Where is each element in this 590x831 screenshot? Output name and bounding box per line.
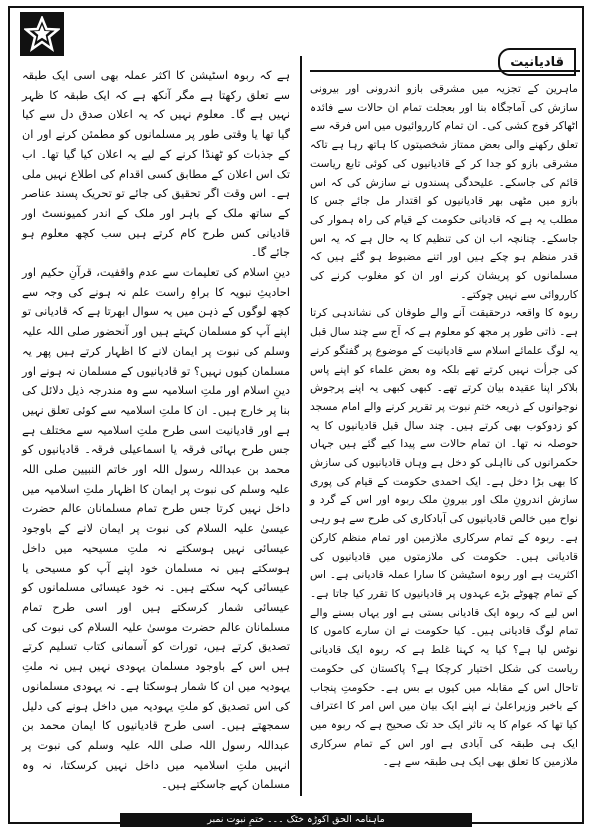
footer-banner — [120, 813, 472, 827]
star-icon — [24, 16, 60, 52]
section-tab-label: قادیانیت — [510, 54, 564, 70]
left-column — [22, 66, 290, 795]
section-rule — [310, 70, 580, 72]
column-divider — [300, 56, 302, 796]
paragraph: ہے کہ ربوہ اسٹیشن کا اکثر عملہ بھی اسی ایک طبقہ سے تعلق رکھتا ہے مگر آنکھ ہے کہ ایک طبقہ کا ظہر نہیں ہے گا۔ معلوم نہیں کہ یہ اعلان صدق دل سے کیا گیا تھا یا وقتی طور پر مسلمانوں کو مطمئن کرنے اور ان کے جذبات کو ٹھنڈا کرنے کے لیے یہ اعلان کیا گیا تھا۔ اب تک اس اعلان کے مطابق کسی اقدام کی اطلاع نہیں ملی ہے۔ اس وقت اگر تحقیق کی جائے تو تحریک پسند عناصر کے ساتھ ملک کے باہر اور ملک کے اندر کمیونسٹ اور قادیانی کس طرح کام کرتے ہیں سب کچھ معلوم ہو جائے گا۔ — [22, 69, 290, 260]
footer-text: ماہنامہ الحق اکوڑہ خٹک ۔۔۔ ختمِ نبوت نمبر — [207, 814, 385, 825]
paragraph: دینِ اسلام کی تعلیمات سے عدم واقفیت، قرآنِ حکیم اور احادیثِ نبویہ کا براہِ راست علم نہ ہونے کی وجہ سے کچھ لوگوں کے ذہن میں یہ سوال ابھرتا ہے کہ قادیانی تو اپنے آپ کو مسلمان کہتے ہیں اور آنحضور صلی اللہ علیہ وسلم کی نبوت پر ایمان لانے کا اظہار کرتے ہیں پھر یہ مسلمان کیوں نہیں؟ تو قادیانیوں کے مسلمان نہ ہونے اور دینِ اسلام اور ملتِ اسلامیہ سے وہ مندرجہ ذیل دلائل کی بنا پر خارج ہیں۔ ان کا ملتِ اسلامیہ سے کوئی تعلق نہیں ہے اور قادیانیت اسی طرح ملتِ اسلامیہ سے مختلف ہے جس طرح بہائی فرقہ یا اسماعیلی فرقہ۔ قادیانیوں کو محمد بن عبداللہ رسول اللہ اور خاتم النبیین صلی اللہ علیہ وسلم کی نبوت پر ایمان کا اظہار ملتِ اسلامیہ میں داخل نہیں کرتا جس طرح تمام مسلمانان عالم حضرت عیسیٰ علیہ السلام کی نبوت پر ایمان لانے کے باوجود عیسائی نہیں ہوسکتے نہ ملتِ مسیحیہ میں داخل ہوسکتے ہیں نہ مسلمان خود اپنے آپ کو مسیحی یا عیسائی کہہ سکتے ہیں۔ نہ خود عیسائی مسلمانوں کو عیسائی شمار کرسکتے ہیں اور اسی طرح تمام مسلمانان عالم حضرت موسیٰ علیہ السلام کی نبوت کی تصدیق کرتے ہیں، تورات کو آسمانی کتاب تسلیم کرتے ہیں اس کے باوجود مسلمان یہودی نہیں ہیں نہ ملتِ یہودیہ میں ان کا شمار ہوسکتا ہے۔ نہ یہودی مسلمانوں کی اس تصدیق کو ملتِ یہودیہ میں داخل ہونے کی دلیل سمجھتے ہیں۔ اسی طرح قادیانیوں کا ایمان محمد بن عبداللہ رسول اللہ صلی اللہ علیہ وسلم کی نبوت پر انہیں ملتِ اسلامیہ میں داخل نہیں کرسکتا، نہ وہ مسلمان کہے جاسکتے ہیں۔ — [22, 266, 290, 792]
star-logo-icon — [20, 12, 64, 56]
paragraph: ربوہ کا واقعہ درحقیقت آنے والے طوفان کی نشاندہی کرتا ہے۔ ذاتی طور پر مجھ کو معلوم ہے کہ آج سے چند سال قبل یہ لوگ علمائے اسلام سے قادیانیت کے موضوع پر گفتگو کرنے کی جرأت نہیں کرتے تھے بلکہ وہ بعض علماء کو اپنے پاس بلاکر اپنا عقیدہ بیان کرتے تھے۔ کبھی کبھی یہ اپنے پرجوش نوجوانوں کے ذریعہ ختمِ نبوت پر تقریر کرنے والے امام مسجد کو زدوکوب بھی کرتے ہیں۔ چند سال قبل قادیانیوں کا یہ حوصلہ نہ تھا۔ ان تمام حالات سے پیدا کیے گئے ہیں جہاں حکمرانوں کی نااہلی کو دخل ہے وہاں قادیانیوں کی سازش کا بھی بڑا دخل ہے۔ ایک احمدی حکومت کے قیام کی پوری سازش اندرونِ ملک اور بیرونِ ملک ربوہ اور اس کے گرد و نواح میں خالص قادیانیوں کی آبادکاری کی طرح سے ہو رہی ہے۔ ربوہ کے تمام سرکاری ملازمین اور تمام منظم کارکن قادیانی ہیں۔ حکومت کی ملازمتوں میں قادیانیوں کی اکثریت ہے اور ربوہ اسٹیشن کا سارا عملہ قادیانی ہے۔ اس کے تمام چھوٹے بڑے عہدوں پر قادیانیوں کا تقرر کیا جاتا ہے۔ اس لیے کہ ربوہ ایک قادیانی بستی ہے اور یہاں بسنے والے تمام لوگ قادیانی ہیں۔ کیا حکومت نے ان سارے کاموں کا نوٹس لیا ہے؟ کیا یہ کہنا غلط ہے کہ ربوہ ایک قادیانی ریاست کی شکل اختیار کرچکا ہے؟ پاکستان کی حکومت تاحال اس کے مقابلہ میں کیوں بے بس ہے۔ حکومتِ پنجاب کے باخبر وزیراعلیٰ نے اپنے ایک بیان میں اس امر کا اعتراف کیا تھا کہ عوام کا یہ تاثر ایک حد تک صحیح ہے کہ ربوہ میں ایک ہی طبقہ کی آبادی ہے اور اس کے تمام سرکاری ملازمین کا تعلق بھی ایک ہی طبقہ سے ہے۔ — [310, 306, 578, 769]
paragraph: ماہرین کے تجزیہ میں مشرقی بازو اندرونی اور بیرونی سازش کی آماجگاہ بنا اور بعجلت تمام ان حالات سے فائدہ اٹھاکر فوج کشی کی۔ ان تمام کارروائیوں میں اس فرقہ سے تعلق رکھنے والی بعض ممتاز شخصیتوں کا ہاتھ رہا ہے تاکہ مشرقی بازو کو جدا کر کے قادیانیوں کی کوئی تابع ریاست قائم کی جاسکے۔ علیحدگی پسندوں نے سازش کی کہ اس بازو میں مٹھی بھر قادیانیوں کو اقتدار مل جائے جس کا مطلب یہ ہے کہ قادیانی حکومت کے قیام کی راہ ہموار کی جاسکے۔ چنانچہ اب ان کی تنظیم کا یہ حال ہے کہ یہ اس قدر منظم ہو چکے ہیں اور اتنے مضبوط ہو گئے ہیں کہ مسلمانوں کو پریشان کرنے اور ان کو مغلوب کرنے کی کارروائی سے نہیں چوکتے۔ — [310, 82, 578, 301]
page-frame — [8, 6, 584, 824]
right-column — [310, 80, 578, 772]
